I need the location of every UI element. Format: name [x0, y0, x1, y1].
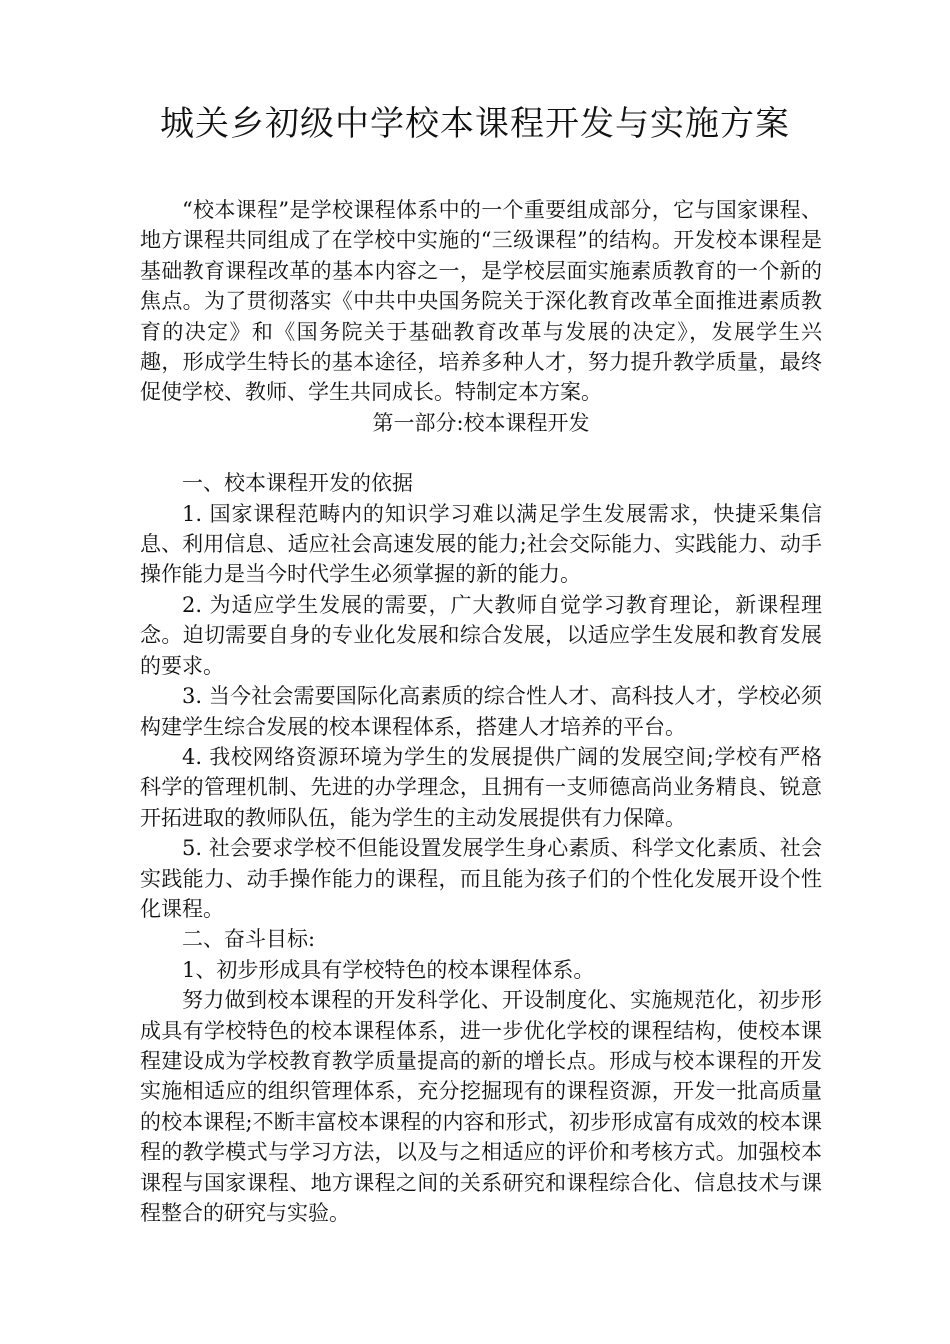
document-title: 城关乡初级中学校本课程开发与实施方案 [160, 104, 790, 144]
basis-item-3: 3. 当今社会需要国际化高素质的综合性人才、高科技人才，学校必须构建学生综合发展的校本课程体系，搭建人才培养的平台。 [140, 684, 822, 739]
section-one-heading: 一、校本课程开发的依据 [182, 471, 413, 496]
document-body [140, 195, 822, 1228]
intro-paragraph: “校本课程”是学校课程体系中的一个重要组成部分，它与国家课程、地方课程共同组成了在学校中实施的“三级课程”的结构。开发校本课程是基础教育课程改革的基本内容之一，是学校层面实施素质教育的一个新的焦点。为了贯彻落实《中共中央国务院关于深化教育改革全面推进素质教育的决定》和《国务院关于基础教育改革与发展的决定》，发展学生兴趣，形成学生特长的基本途径，培养多种人才，努力提升教学质量，最终促使学校、教师、学生共同成长。特制定本方案。 [140, 198, 822, 405]
basis-item-4: 4. 我校网络资源环境为学生的发展提供广阔的发展空间;学校有严格科学的管理机制、先进的办学理念，且拥有一支师德高尚业务精良、锐意开拓进取的教师队伍，能为学生的主动发展提供有力保障。 [140, 744, 822, 830]
part-one-title: 第一部分:校本课程开发 [372, 410, 590, 435]
basis-item-1: 1. 国家课程范畴内的知识学习难以满足学生发展需求，快捷采集信息、利用信息、适应社会高速发展的能力;社会交际能力、实践能力、动手操作能力是当今时代学生必须掌握的新的能力。 [140, 501, 822, 587]
section-two-heading: 二、奋斗目标: [182, 927, 316, 952]
goal-one-heading: 1、初步形成具有学校特色的校本课程体系。 [182, 957, 595, 982]
goal-one-paragraph: 努力做到校本课程的开发科学化、开设制度化、实施规范化，初步形成具有学校特色的校本课程体系，进一步优化学校的课程结构，使校本课程建设成为学校教育教学质量提高的新的增长点。形成与校本课程的开发实施相适应的组织管理体系，充分挖掘现有的课程资源，开发一批高质量的校本课程;不断丰富校本课程的内容和形式，初步形成富有成效的校本课程的教学模式与学习方法，以及与之相适应的评价和考核方式。加强校本课程与国家课程、地方课程之间的关系研究和课程综合化、信息技术与课程整合的研究与实验。 [140, 988, 822, 1225]
basis-item-5: 5. 社会要求学校不但能设置发展学生身心素质、科学文化素质、社会实践能力、动手操作能力的课程，而且能为孩子们的个性化发展开设个性化课程。 [140, 836, 822, 921]
blank-line [140, 438, 822, 468]
basis-item-2: 2. 为适应学生发展的需要，广大教师自觉学习教育理论，新课程理念。迫切需要自身的专业化发展和综合发展，以适应学生发展和教育发展的要求。 [140, 592, 822, 678]
